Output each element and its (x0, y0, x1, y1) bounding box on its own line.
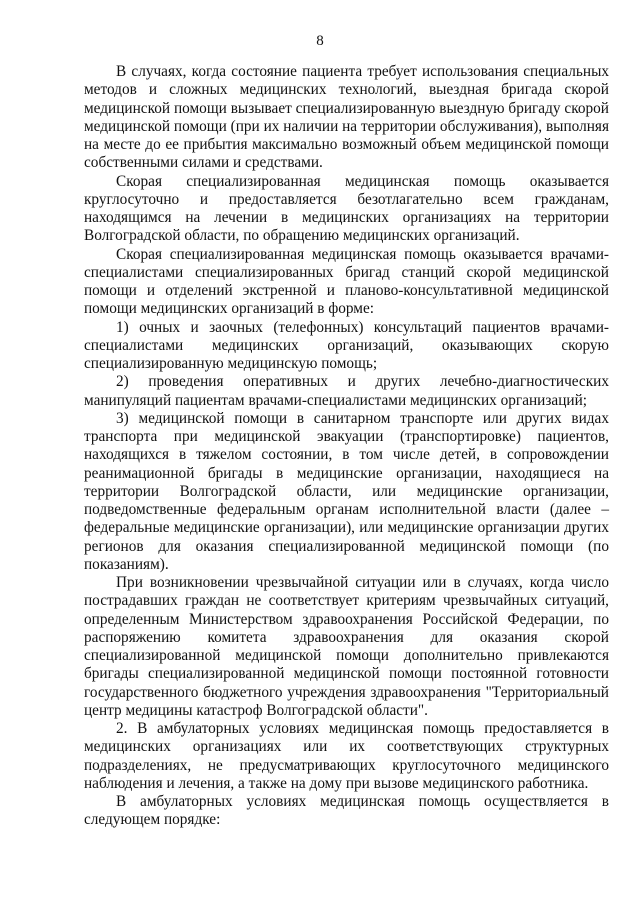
list-item-consultations: 1) очных и заочных (телефонных) консультаций пациентов врачами-специалистами медицинских организаций, оказывающих скорую специализированную медицинскую помощь; (84, 318, 609, 372)
page-number: 8 (316, 33, 324, 49)
document-body (84, 63, 609, 830)
list-item-operations: 2) проведения оперативных и других лечебно-диагностических манипуляций пациентам врачами-специалистами медицинских организаций; (84, 373, 609, 409)
paragraph-specialized-brigade-call: В случаях, когда состояние пациента требует использования специальных методов и сложных медицинских технологий, выездная бригада скорой медицинской помощи вызывает специализированную выездную бригаду скорой медицинской помощи (при их наличии на территории обслуживания), выполняя на месте до ее прибытия максимально возможный объем медицинской помощи собственными силами и средствами. (84, 63, 609, 172)
paragraph-forms-of-care: Скорая специализированная медицинская помощь оказывается врачами-специалистами специализированных бригад станций скорой медицинской помощи и отделений экстренной и планово-консультативной медицинской помощи медицинских организаций в форме: (84, 245, 609, 318)
paragraph-round-the-clock: Скорая специализированная медицинская помощь оказывается круглосуточно и предоставляется безотлагательно всем гражданам, находящимся на лечении в медицинских организациях на территории Волгоградской области, по обращению медицинских организаций. (84, 172, 609, 245)
paragraph-outpatient-procedure: В амбулаторных условиях медицинская помощь осуществляется в следующем порядке: (84, 793, 609, 829)
paragraph-emergency-situation: При возникновении чрезвычайной ситуации или в случаях, когда число пострадавших граждан не соответствует критериям чрезвычайных ситуаций, определенным Министерством здравоохранения Российской Федерации, по распоряжению комитета здравоохранения для оказания скорой специализированной медицинской помощи дополнительно привлекаются бригады специализированной медицинской помощи постоянной готовности государственного бюджетного учреждения здравоохранения "Территориальный центр медицины катастроф Волгоградской области". (84, 574, 609, 719)
list-item-medical-evacuation: 3) медицинской помощи в санитарном транспорте или других видах транспорта при медицинской эвакуации (транспортировке) пациентов, находящихся в тяжелом состоянии, в том числе детей, в сопровождении реанимационной бригады в медицинские организации, находящиеся на территории Волгоградской области, или медицинские организации, подведомственные федеральным органам исполнительной власти (далее – федеральные медицинские организации), или медицинские организации других регионов для оказания специализированной медицинской помощи (по показаниям). (84, 409, 609, 573)
paragraph-outpatient-conditions: 2. В амбулаторных условиях медицинская помощь предоставляется в медицинских организациях или их соответствующих структурных подразделениях, не предусматривающих круглосуточного медицинского наблюдения и лечения, а также на дому при вызове медицинского работника. (84, 720, 609, 792)
